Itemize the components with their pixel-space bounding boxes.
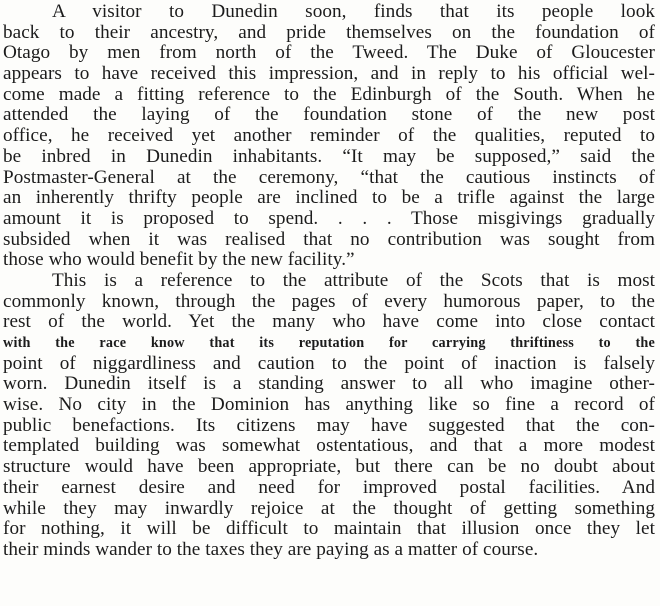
paragraph-line: wise. No city in the Dominion has anything like so fine a record of — [3, 395, 655, 416]
paragraph-line: for nothing, it will be difficult to maintain that illusion once they let — [3, 519, 655, 540]
paragraph-line: come made a fitting reference to the Edinburgh of the South. When he — [3, 84, 655, 105]
paragraph-line: public benefactions. Its citizens may have suggested that the con- — [3, 415, 655, 436]
paragraph-line: Postmaster-General at the ceremony, “that the cautious instincts of — [3, 167, 655, 188]
paragraph-line: while they may inwardly rejoice at the thought of getting something — [3, 498, 655, 519]
paragraph-line: structure would have been appropriate, but there can be no doubt about — [3, 457, 655, 478]
paragraph-line: those who would benefit by the new facility.” — [3, 250, 355, 271]
paragraph-line: templated building was somewhat ostentatious, and that a more modest — [3, 436, 655, 457]
article-body — [3, 2, 655, 561]
paragraph-line: A visitor to Dunedin soon, finds that its people look — [52, 2, 655, 22]
paragraph-line: their minds wander to the taxes they are paying as a matter of course. — [3, 539, 539, 560]
paragraph-line: This is a reference to the attribute of the Scots that is most — [52, 270, 655, 291]
paragraph-line: subsided when it was realised that no contribution was sought from — [3, 229, 655, 250]
paragraph-line: their earnest desire and need for improved postal facilities. And — [3, 477, 655, 498]
paragraph-line: worn. Dunedin itself is a standing answer to all who imagine other- — [3, 374, 655, 395]
paragraph-1 — [3, 2, 655, 271]
paragraph-2 — [3, 271, 655, 561]
paragraph-line: attended the laying of the foundation stone of the new post — [3, 105, 655, 126]
paragraph-line: commonly known, through the pages of every humorous paper, to the — [3, 291, 655, 312]
paragraph-line: appears to have received this impression, and in reply to his official wel- — [3, 64, 655, 85]
paragraph-line: Otago by men from north of the Tweed. The Duke of Gloucester — [3, 43, 655, 64]
paragraph-line: be inbred in Dunedin inhabitants. “It may be supposed,” said the — [3, 146, 655, 167]
paragraph-line: an inherently thrifty people are inclined to be a trifle against the large — [3, 188, 655, 209]
paragraph-line: point of niggardliness and caution to the point of inaction is falsely — [3, 353, 655, 374]
paragraph-line: rest of the world. Yet the many who have come into close contact — [3, 312, 655, 333]
paragraph-line: amount it is proposed to spend. . . . Those misgivings gradually — [3, 208, 655, 229]
paragraph-line: with the race know that its reputation for carrying thriftiness to the — [3, 335, 655, 351]
paragraph-line: back to their ancestry, and pride themselves on the foundation of — [3, 22, 655, 43]
paragraph-line: office, he received yet another reminder of the qualities, reputed to — [3, 126, 655, 147]
